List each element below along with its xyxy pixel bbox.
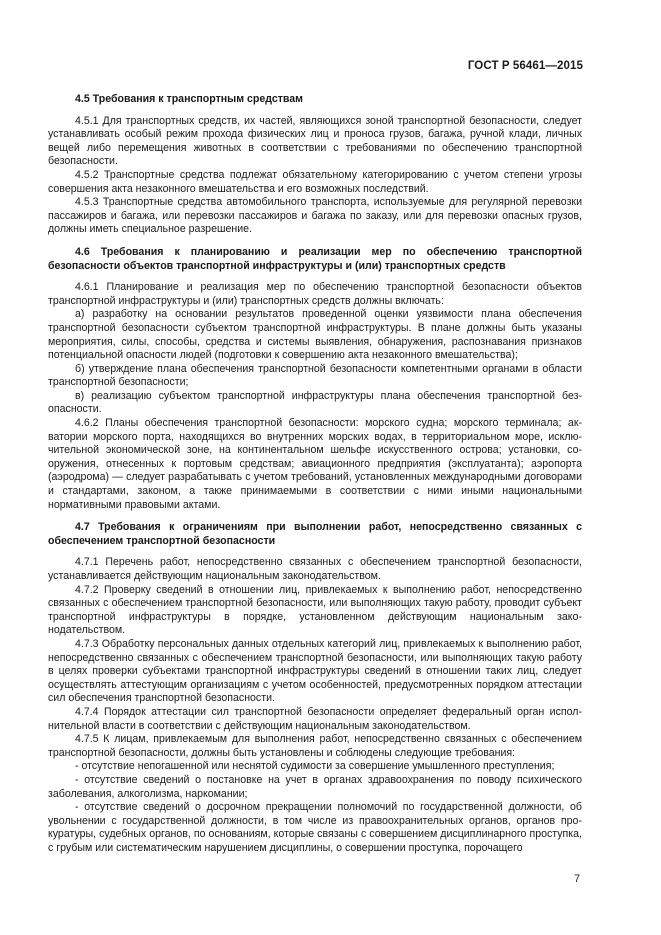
paragraph-4-7-5: 4.7.5 К лицам, привлекаемым для выполнения работ, непосредственно связанных с обеспечением транспортной безопасности, должны быть установлены и соблюдены следующие требования: [48, 733, 582, 759]
paragraph-4-7-1: 4.7.1 Перечень работ, непосредственно связанных с обеспечением транспортной безопасности, устанавливается действующим национальным законодательством. [48, 556, 582, 582]
list-item-b: б) утверждение плана обеспечения транспортной безопасности компетентными органами в области транспортной безопасности; [48, 362, 582, 389]
paragraph-4-7-2: 4.7.2 Проверку сведений в отношении лиц, привлекаемых к выполнению работ, непосредственно связанных с обеспечением транспортной безопасности, или выполняющих такую работу, проводит субъект транспортной инфраструктуры в порядке, установленном действующим национальным законодательством. [48, 583, 582, 637]
paragraph-4-5-1: 4.5.1 Для транспортных средств, их частей, являющихся зоной транспортной безопасности, следует устанавливать особый режим прохода физических лиц и проноса грузов, багажа, ручной клади, личных вещей либо перемещения животных в соответствии с требованиями по обеспечению транспортной безопасности. [48, 114, 582, 168]
section-4-7-title: 4.7 Требования к ограничениям при выполнении работ, непосредственно связанных с обеспечением транспортной безопасности [48, 521, 582, 547]
page-number: 7 [574, 873, 580, 885]
paragraph-4-5-3: 4.5.3 Транспортные средства автомобильного транспорта, используемые для регулярной перевозки пассажиров и багажа, или перевозки пассажиров и багажа по заказу, или для перевозки опасных грузов, должны иметь специальное разрешение. [48, 196, 582, 236]
requirement-item: - отсутствие сведений о досрочном прекращении полномочий по государственной должности, об увольнении с государственной должности, в том числе из правоохранительных органов, органов прокуратуры, судебных органов, по основаниям, которые связаны с совершением дисциплинарного проступка, с грубым или систематическим нарушением дисциплины, о совершении проступка, порочащего [48, 801, 582, 854]
paragraph-4-5-2: 4.5.2 Транспортные средства подлежат обязательному категорированию с учетом степени угрозы совершения акта незаконного вмешательства и его возможных последствий. [48, 168, 582, 195]
document-body [48, 93, 582, 855]
section-4-5-title: 4.5 Требования к транспортным средствам [75, 93, 303, 105]
standard-code: ГОСТ Р 56461—2015 [467, 60, 583, 72]
list-item-c: в) реализацию субъектом транспортной инфраструктуры плана обеспечения транспортной безопасности. [48, 389, 582, 416]
paragraph-4-7-3: 4.7.3 Обработку персональных данных отдельных категорий лиц, привлекаемых к выполнению работ, непосредственно связанных с обеспечением транспортной безопасности, или выполняющих такую работу в целях проверки субъектами транспортной инфраструктуры сведений в отношении таких лиц, следует осуществлять аттестующим организациям с учетом особенностей, предусмотренных порядком аттестации сил обеспечения транспортной безопасности. [48, 637, 582, 705]
list-item-a: а) разработку на основании результатов проведенной оценки уязвимости плана обеспечения транспортной безопасности субъектом транспортной инфраструктуры. В плане должны быть указаны мероприятия, силы, способы, средства и системы выявления, обнаружения, распознавания признаков потенциальной опасности людей (подготовки к совершению акта незаконного вмешательства); [48, 308, 582, 362]
paragraph-4-6-1: 4.6.1 Планирование и реализация мер по обеспечению транспортной безопасности объектов транспортной инфраструктуры и (или) транспортных средств должны включать: [48, 281, 582, 307]
requirement-item: - отсутствие непогашенной или неснятой судимости за совершение умышленного преступления; [75, 760, 555, 773]
requirement-item: - отсутствие сведений о постановке на учет в органах здравоохранения по поводу психического заболевания, алкоголизма, наркомании; [48, 773, 582, 800]
paragraph-4-6-2: 4.6.2 Планы обеспечения транспортной безопасности: морского судна; морского терминала; акватории морского порта, находящихся во внутренних морских водах, в территориальном море, исключительной экономической зоне, на континентальном шельфе искусственного острова; установки, сооружения, отнесенных к портовым средствам; авиационного предприятия (эксплуатанта); аэропорта (аэродрома) — следует разрабатывать с учетом требований, установленных международными договорами и стандартами, законом, а также принимаемыми в соответствии с ними иными национальными нормативными правовыми актами. [48, 417, 582, 511]
section-4-6-title: 4.6 Требования к планированию и реализации мер по обеспечению транспортной безопасности объектов транспортной инфраструктуры и (или) транспортных средств [48, 245, 582, 272]
paragraph-4-7-4: 4.7.4 Порядок аттестации сил транспортной безопасности определяет федеральный орган исполнительной власти в соответствии с действующим национальным законодательством. [48, 705, 582, 732]
